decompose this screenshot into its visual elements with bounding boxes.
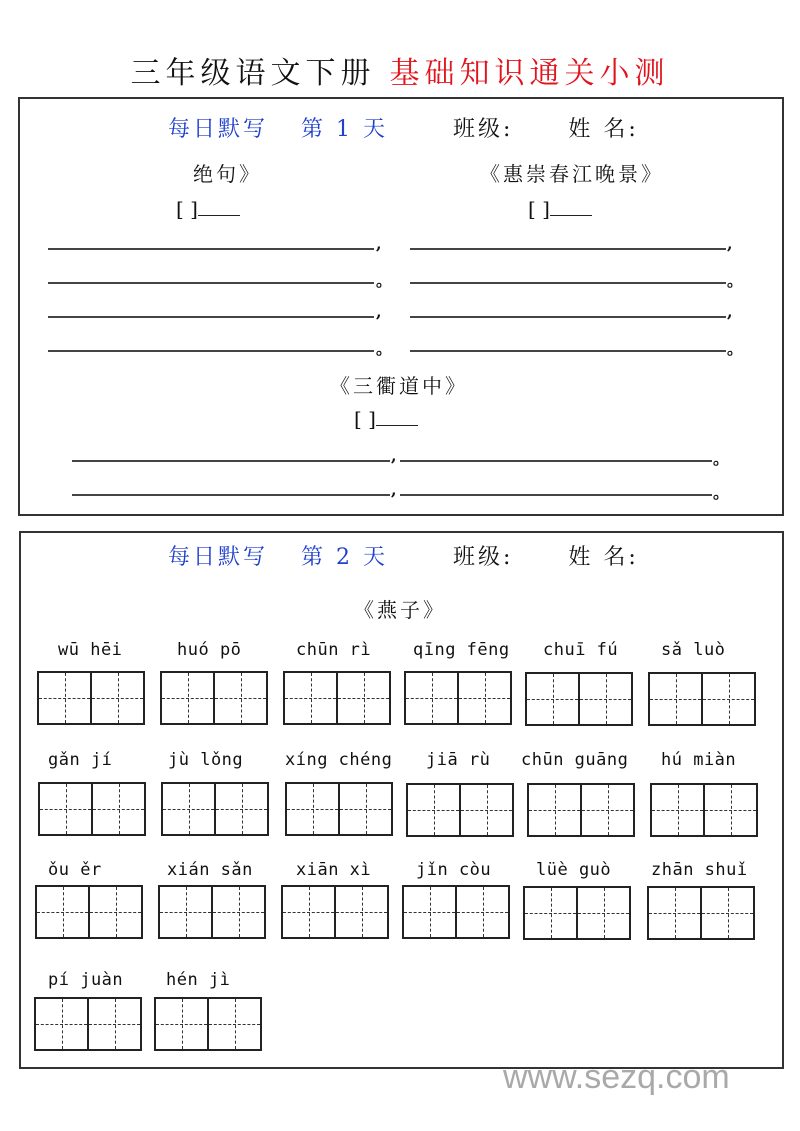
page-title-test: 基础知识通关小测: [389, 56, 670, 91]
pinyin-15: xiān xì: [296, 860, 372, 880]
poem1-punct-2: 。: [376, 271, 393, 290]
pinyin-14: xián sǎn: [167, 860, 253, 880]
poem3-author-underline: [376, 407, 418, 426]
writing-grid-6[interactable]: [648, 672, 756, 726]
pinyin-5: chuī fú: [543, 640, 619, 660]
day2-name-label: 姓 名:: [568, 545, 639, 570]
writing-grid-15[interactable]: [281, 885, 389, 939]
pinyin-19: pí juàn: [48, 970, 124, 990]
pinyin-10: jiā rù: [426, 750, 491, 770]
poem1-line-3[interactable]: [48, 316, 374, 318]
poem2-line-3[interactable]: [410, 316, 726, 318]
day1-label: 每日默写: [168, 117, 269, 142]
pinyin-17: lüè guò: [536, 860, 612, 880]
poem1-author-field[interactable]: [176, 197, 240, 221]
poem3-punct-2a: ,: [391, 480, 397, 499]
poem2-line-4[interactable]: [410, 350, 726, 352]
poem1-author-bracket: [ ]: [176, 197, 198, 221]
poem2-punct-2: 。: [727, 271, 744, 290]
poem1-line-4[interactable]: [48, 350, 374, 352]
poem3-punct-1a: ,: [391, 446, 397, 465]
writing-grid-5[interactable]: [525, 672, 633, 726]
poem2-punct-4: 。: [727, 339, 744, 358]
writing-grid-18[interactable]: [647, 886, 755, 940]
poem3-line-2a[interactable]: [72, 494, 390, 496]
poem2-line-2[interactable]: [410, 282, 726, 284]
poem3-punct-1b: 。: [713, 449, 730, 468]
writing-grid-11[interactable]: [527, 783, 635, 837]
day1-class-label: 班级:: [453, 117, 514, 142]
poem2-author-underline: [550, 197, 592, 216]
poem2-title: 《惠崇春江晚景》: [480, 162, 664, 186]
writing-grid-2[interactable]: [160, 671, 268, 725]
writing-grid-10[interactable]: [406, 783, 514, 837]
pinyin-9: xíng chéng: [285, 750, 393, 770]
writing-grid-9[interactable]: [285, 782, 393, 836]
pinyin-1: wū hēi: [58, 640, 123, 660]
pinyin-11: chūn guāng: [521, 750, 629, 770]
pinyin-13: ǒu ěr: [48, 860, 102, 880]
pinyin-8: jù lǒng: [168, 750, 244, 770]
writing-grid-17[interactable]: [523, 886, 631, 940]
poem3-line-1a[interactable]: [72, 460, 390, 462]
pinyin-16: jǐn còu: [416, 860, 492, 880]
writing-grid-13[interactable]: [35, 885, 143, 939]
writing-grid-7[interactable]: [38, 782, 146, 836]
poem1-title: 绝句》: [193, 162, 262, 186]
day1-day: 第 1 天: [301, 117, 388, 142]
poem3-line-2b[interactable]: [400, 494, 712, 496]
day2-class-label: 班级:: [453, 545, 514, 570]
day2-header: [168, 540, 639, 571]
page-title: [0, 48, 800, 92]
poem1-punct-3: ,: [376, 302, 382, 321]
day1-section: [18, 97, 784, 516]
writing-grid-3[interactable]: [283, 671, 391, 725]
writing-grid-4[interactable]: [404, 671, 512, 725]
writing-grid-20[interactable]: [154, 997, 262, 1051]
poem3-author-bracket: [ ]: [354, 407, 376, 431]
pinyin-20: hén jì: [166, 970, 231, 990]
poem1-line-1[interactable]: [48, 248, 374, 250]
poem2-punct-1: ,: [727, 234, 733, 253]
poem2-author-field[interactable]: [528, 197, 592, 221]
day1-name-label: 姓 名:: [568, 117, 639, 142]
pinyin-3: chūn rì: [296, 640, 372, 660]
poem3-punct-2b: 。: [713, 483, 730, 502]
writing-grid-16[interactable]: [402, 885, 510, 939]
pinyin-12: hú miàn: [661, 750, 737, 770]
poem1-line-2[interactable]: [48, 282, 374, 284]
writing-grid-12[interactable]: [650, 783, 758, 837]
poem1-author-underline: [198, 197, 240, 216]
day1-header: [168, 112, 639, 143]
day2-text-title: 《燕子》: [354, 598, 446, 622]
poem1-punct-1: ,: [376, 234, 382, 253]
day2-day: 第 2 天: [301, 545, 388, 570]
poem2-punct-3: ,: [727, 302, 733, 321]
poem3-author-field[interactable]: [354, 407, 418, 431]
poem2-line-1[interactable]: [410, 248, 726, 250]
poem3-title: 《三衢道中》: [330, 374, 468, 398]
watermark: www.sezq.com: [503, 1058, 730, 1096]
writing-grid-1[interactable]: [37, 671, 145, 725]
day2-label: 每日默写: [168, 545, 269, 570]
pinyin-2: huó pō: [177, 640, 242, 660]
writing-grid-19[interactable]: [34, 997, 142, 1051]
page-title-grade: 三年级语文下册: [130, 56, 376, 91]
writing-grid-14[interactable]: [158, 885, 266, 939]
writing-grid-8[interactable]: [161, 782, 269, 836]
pinyin-6: sǎ luò: [661, 640, 726, 660]
poem2-author-bracket: [ ]: [528, 197, 550, 221]
pinyin-18: zhān shuǐ: [651, 860, 748, 880]
poem3-line-1b[interactable]: [400, 460, 712, 462]
pinyin-7: gǎn jí: [48, 750, 113, 770]
poem1-punct-4: 。: [376, 339, 393, 358]
pinyin-4: qīng fēng: [413, 640, 510, 660]
